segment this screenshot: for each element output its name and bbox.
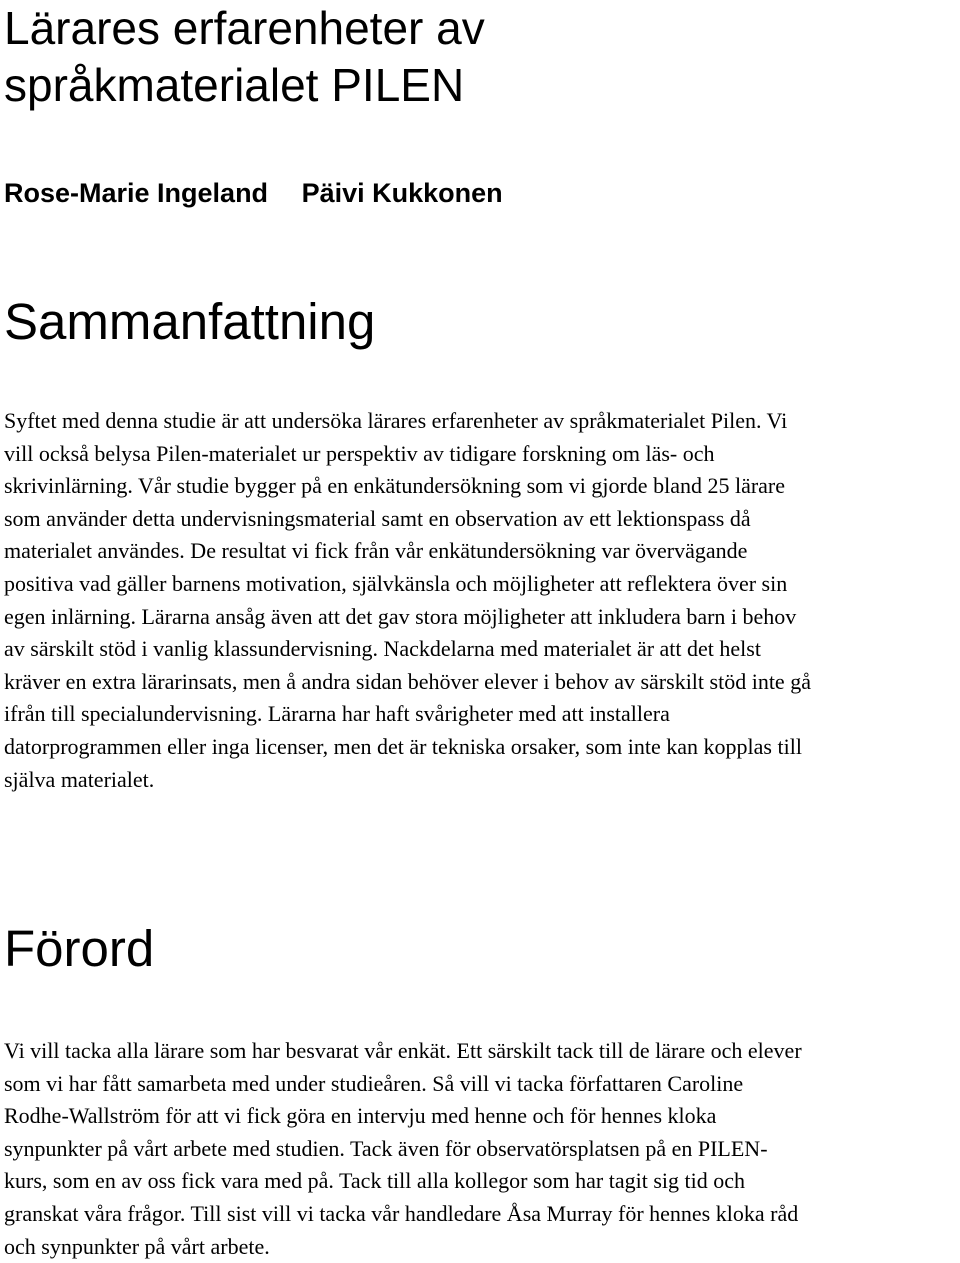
text-line: synpunkter på vårt arbete med studien. Tack även för observatörsplatsen på en PILEN- xyxy=(4,1135,768,1161)
text-line: vill också belysa Pilen-materialet ur perspektiv av tidigare forskning om läs- och xyxy=(4,440,715,466)
text-line: materialet användes. De resultat vi fick från vår enkätundersökning var övervägande xyxy=(4,538,748,564)
text-line: själva materialet. xyxy=(4,766,155,792)
title-line-2: språkmaterialet PILEN xyxy=(4,59,465,111)
author-name: Rose-Marie Ingeland xyxy=(4,178,269,208)
document-title xyxy=(4,0,944,114)
summary-paragraph xyxy=(4,405,960,796)
text-line: Rodhe-Wallström för att vi fick göra en intervju med henne och för hennes kloka xyxy=(4,1103,717,1129)
text-line: som vi har fått samarbeta med under studieåren. Så vill vi tacka författaren Caroline xyxy=(4,1070,744,1096)
text-line: kurs, som en av oss fick vara med på. Tack till alla kollegor som har tagit sig tid och xyxy=(4,1168,745,1194)
text-line: av särskilt stöd i vanlig klassundervisning. Nackdelarna med materialet är att det helst xyxy=(4,636,761,662)
foreword-paragraph xyxy=(4,1035,960,1263)
title-line-1: Lärares erfarenheter av xyxy=(4,2,485,54)
text-line: Syftet med denna studie är att undersöka lärares erfarenheter av språkmaterialet Pilen. Vi xyxy=(4,408,788,433)
foreword-heading: Förord xyxy=(4,920,155,977)
text-line: ifrån till specialundervisning. Lärarna har haft svårigheter med att installera xyxy=(4,701,670,727)
author-name: Päivi Kukkonen xyxy=(301,178,503,208)
text-line: kräver en extra lärarinsats, men å andra sidan behöver elever i behov av särskilt stöd inte gå xyxy=(4,668,811,694)
author-list xyxy=(4,176,503,210)
text-line: egen inlärning. Lärarna ansåg även att det gav stora möjligheter att inkludera barn i behov xyxy=(4,603,797,629)
text-line: datorprogrammen eller inga licenser, men det är tekniska orsaker, som inte kan kopplas till xyxy=(4,733,802,759)
text-line: och synpunkter på vårt arbete. xyxy=(4,1233,270,1259)
text-line: skrivinlärning. Vår studie bygger på en enkätundersökning som vi gjorde bland 25 lärare xyxy=(4,473,786,499)
text-line: positiva vad gäller barnens motivation, självkänsla och möjligheter att reflektera över sin xyxy=(4,570,788,596)
text-line: som använder detta undervisningsmaterial samt en observation av ett lektionspass då xyxy=(4,505,751,531)
text-line: Vi vill tacka alla lärare som har besvarat vår enkät. Ett särskilt tack till de lärare och elever xyxy=(4,1038,802,1063)
summary-heading: Sammanfattning xyxy=(4,293,376,350)
text-line: granskat våra frågor. Till sist vill vi tacka vår handledare Åsa Murray för hennes kloka råd xyxy=(4,1200,799,1226)
